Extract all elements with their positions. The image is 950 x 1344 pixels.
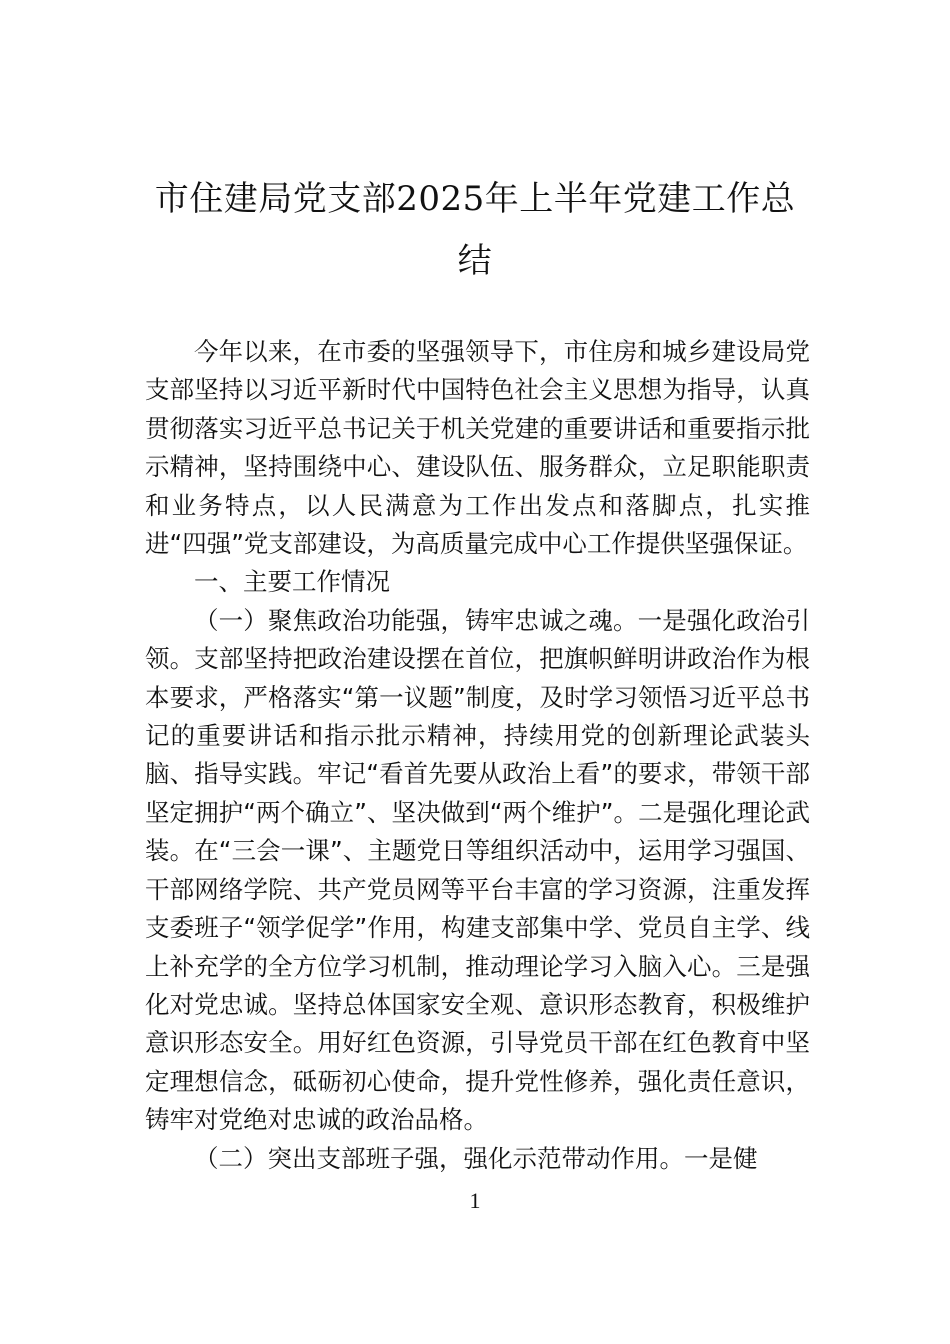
page-number: 1 [469, 1188, 481, 1213]
intro-paragraph: 今年以来，在市委的坚强领导下，市住房和城乡建设局党支部坚持以习近平新时代中国特色社会主义思想为指导，认真贯彻落实习近平总书记关于机关党建的重要讲话和重要指示批示精神，坚持围绕中心、建设队伍、服务群众，立足职能职责和业务特点，以人民满意为工作出发点和落脚点，扎实推进“四强”党支部建设，为高质量完成中心工作提供坚强保证。 [145, 337, 810, 559]
section-paragraph-1: （一）聚焦政治功能强，铸牢忠诚之魂。一是强化政治引领。支部坚持把政治建设摆在首位，把旗帜鲜明讲政治作为根本要求，严格落实“第一议题”制度，及时学习领悟习近平总书记的重要讲话和指示批示精神，持续用党的创新理论武装头脑、指导实践。牢记“看首先要从政治上看”的要求，带领干部坚定拥护“两个确立”、坚决做到“两个维护”。二是强化理论武装。在“三会一课”、主题党日等组织活动中，运用学习强国、干部网络学院、共产党员网等平台丰富的学习资源，注重发挥支委班子“领学促学”作用，构建支部集中学、党员自主学、线上补充学的全方位学习机制，推动理论学习入脑入心。三是强化对党忠诚。坚持总体国家安全观、意识形态教育，积极维护意识形态安全。用好红色资源，引导党员干部在红色教育中坚定理想信念，砥砺初心使命，提升党性修养，强化责任意识，铸牢对党绝对忠诚的政治品格。 [145, 605, 810, 1135]
document-body [145, 333, 810, 1178]
document-title: 市住建局党支部2025年上半年党建工作总结 [154, 179, 796, 281]
section-paragraph-2: （二）突出支部班子强，强化示范带动作用。一是健 [194, 1143, 758, 1173]
section-heading: 一、主要工作情况 [194, 567, 390, 597]
